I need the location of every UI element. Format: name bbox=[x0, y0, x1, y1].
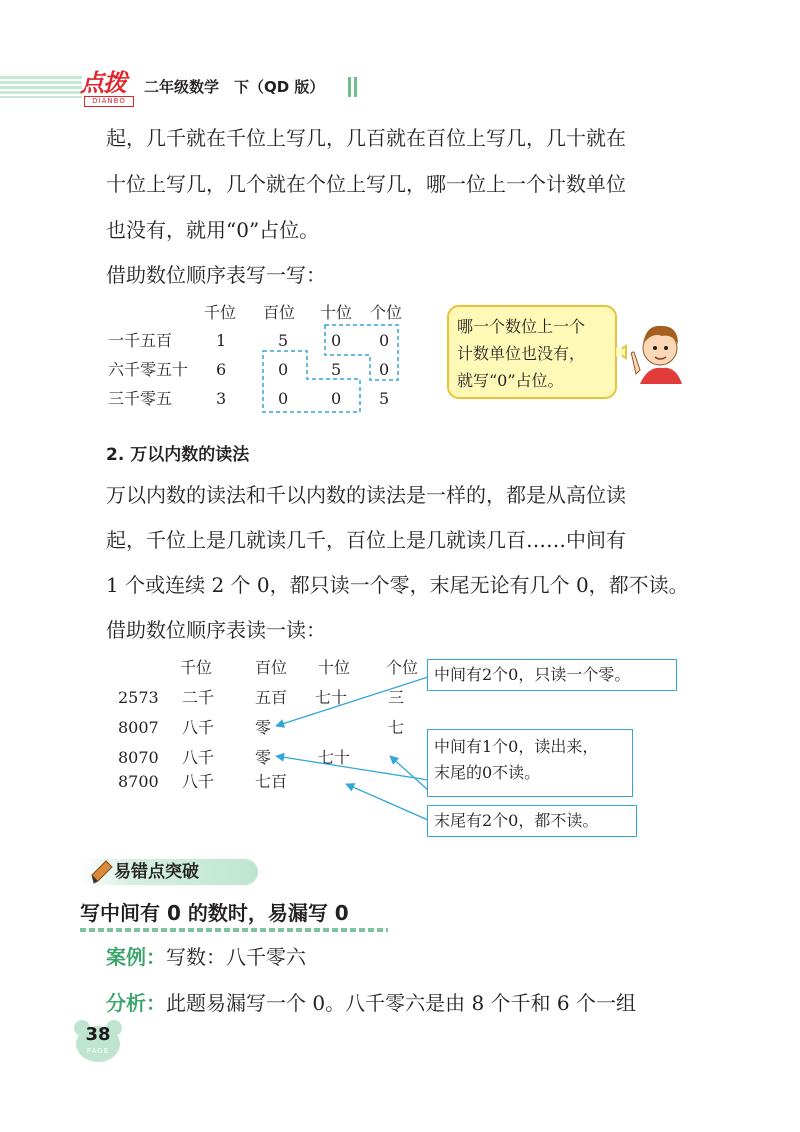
cell: 八千 bbox=[182, 748, 215, 767]
cell: 6 bbox=[216, 360, 227, 379]
note-line: 中间有1个0，读出来， bbox=[434, 737, 599, 756]
pencil-icon bbox=[90, 857, 114, 885]
number: 8070 bbox=[118, 748, 159, 767]
header-hundreds: 百位 bbox=[255, 658, 288, 677]
text-line: 万以内数的读法和千以内数的读法是一样的，都是从高位读 bbox=[106, 483, 626, 507]
header-thousands: 千位 bbox=[204, 303, 237, 322]
text-line: 起，几千就在千位上写几，几百就在百位上写几，几十就在 bbox=[106, 126, 626, 150]
cell: 0 bbox=[278, 360, 289, 379]
cell: 0 bbox=[278, 389, 289, 408]
section-title: 2. 万以内数的读法 bbox=[106, 445, 250, 465]
cell: 0 bbox=[379, 360, 390, 379]
note-line: 末尾的0不读。 bbox=[434, 763, 541, 782]
note-box bbox=[427, 729, 633, 797]
boy-character-icon bbox=[612, 312, 686, 390]
cell: 三 bbox=[388, 688, 405, 707]
row-label: 六千零五十 bbox=[108, 360, 189, 379]
header-stripes bbox=[0, 76, 82, 98]
text-line: 十位上写几，几个就在个位上写几，哪一位上一个计数单位 bbox=[106, 172, 626, 196]
number: 2573 bbox=[118, 688, 159, 707]
hint-bubble bbox=[447, 305, 617, 399]
row-label: 三千零五 bbox=[108, 389, 173, 408]
note-line: 末尾有2个0，都不读。 bbox=[434, 811, 599, 830]
cell: 八千 bbox=[182, 772, 215, 791]
zero-placeholder-outline bbox=[255, 320, 405, 420]
page-badge bbox=[72, 1018, 124, 1064]
note-line: 中间有2个0，只读一个零。 bbox=[434, 665, 631, 684]
cell: 1 bbox=[216, 331, 227, 350]
hint-line: 就写“0”占位。 bbox=[457, 371, 564, 390]
example-line bbox=[106, 936, 306, 978]
text-line: 1 个或连续 2 个 0，都只读一个零，末尾无论有几个 0，都不读。 bbox=[106, 573, 689, 597]
text-line: 起，千位上是几就读几千，百位上是几就读几百……中间有 bbox=[106, 528, 626, 552]
annotation-arrows bbox=[260, 660, 440, 830]
cell: 0 bbox=[379, 331, 390, 350]
header-ones: 个位 bbox=[370, 303, 403, 322]
tip-banner-label: 易错点突破 bbox=[114, 862, 199, 882]
cell: 0 bbox=[331, 389, 342, 408]
cell: 3 bbox=[216, 389, 227, 408]
cell: 七十 bbox=[315, 688, 348, 707]
cell: 零 bbox=[255, 718, 272, 737]
cell: 七 bbox=[388, 718, 405, 737]
cell: 五百 bbox=[255, 688, 288, 707]
cell: 八千 bbox=[182, 718, 215, 737]
row-label: 一千五百 bbox=[108, 331, 173, 350]
header-ones: 个位 bbox=[386, 658, 419, 677]
number: 8700 bbox=[118, 772, 159, 791]
page-number: 38 bbox=[85, 1024, 111, 1045]
note-box bbox=[427, 805, 637, 837]
error-point-title: 写中间有 0 的数时，易漏写 0 bbox=[80, 901, 349, 925]
page-label: PAGE bbox=[86, 1047, 110, 1055]
cell: 0 bbox=[331, 331, 342, 350]
text-line: 也没有，就用“0”占位。 bbox=[106, 218, 320, 242]
example-label: 案例： bbox=[106, 945, 166, 969]
hint-line: 计数单位也没有， bbox=[457, 344, 586, 363]
brand-logo: 点拨 bbox=[80, 68, 126, 97]
analysis-line bbox=[106, 982, 636, 1024]
analysis-text: 此题易漏写一个 0。八千零六是由 8 个千和 6 个一组 bbox=[166, 991, 636, 1015]
header-tens: 十位 bbox=[320, 303, 353, 322]
text-line: 借助数位顺序表读一读： bbox=[106, 618, 326, 642]
cell: 七十 bbox=[318, 748, 351, 767]
header-tens: 十位 bbox=[318, 658, 351, 677]
brand-logo-subtitle: DIANBO bbox=[84, 96, 134, 107]
hint-line: 哪一个数位上一个 bbox=[457, 317, 586, 336]
text-line: 借助数位顺序表写一写： bbox=[106, 263, 326, 287]
cell: 七百 bbox=[255, 772, 288, 791]
example-text: 写数：八千零六 bbox=[166, 945, 306, 969]
header-thousands: 千位 bbox=[180, 658, 213, 677]
header-hundreds: 百位 bbox=[263, 303, 296, 322]
analysis-label: 分析： bbox=[106, 991, 166, 1015]
title-underline bbox=[80, 928, 388, 932]
cell: 二千 bbox=[182, 688, 215, 707]
header-bars-icon bbox=[348, 77, 360, 97]
number: 8007 bbox=[118, 718, 159, 737]
note-box bbox=[427, 659, 677, 691]
cell: 5 bbox=[331, 360, 342, 379]
cell: 5 bbox=[278, 331, 289, 350]
book-title: 二年级数学 下（QD 版） bbox=[144, 78, 325, 96]
cell: 5 bbox=[379, 389, 390, 408]
cell: 零 bbox=[255, 748, 272, 767]
